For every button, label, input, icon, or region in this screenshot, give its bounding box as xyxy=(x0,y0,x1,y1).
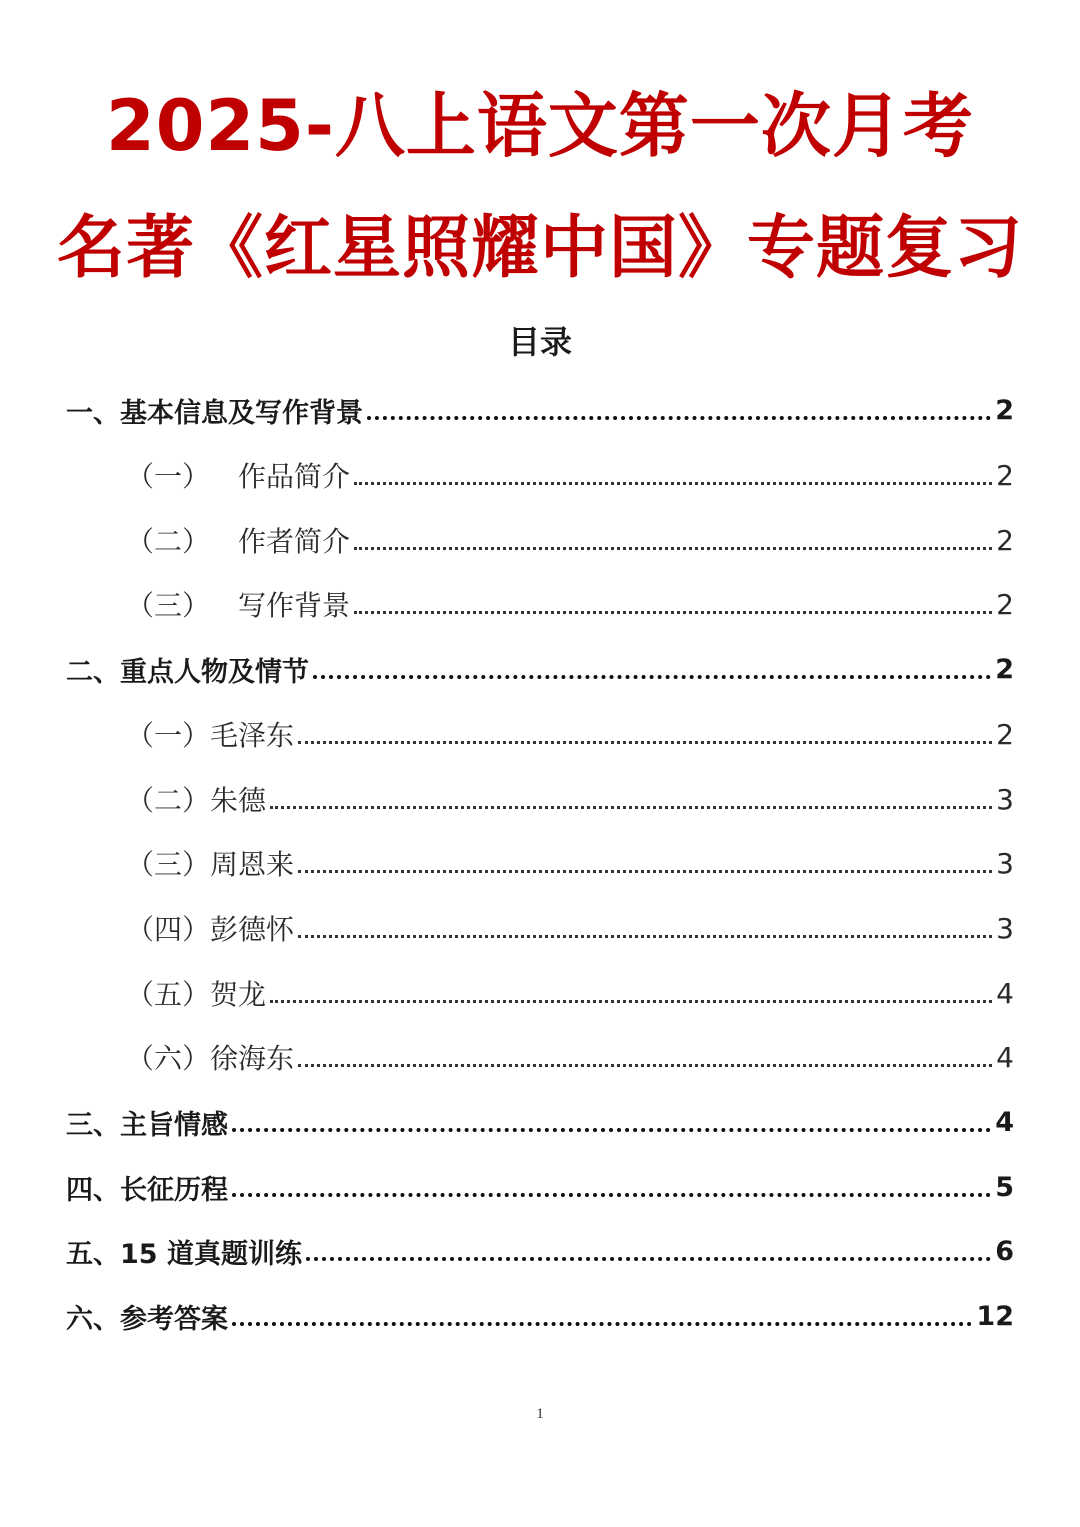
toc-entry-text: 主旨情感 xyxy=(120,1109,228,1141)
toc-entry-text: 长征历程 xyxy=(120,1174,228,1206)
toc-leader-dots xyxy=(354,611,992,614)
toc-leader-dots xyxy=(298,1064,992,1067)
toc-entry-number: 二、 xyxy=(66,656,120,688)
toc-entry[interactable] xyxy=(66,769,1014,829)
toc-leader-dots xyxy=(270,806,992,809)
toc-entry[interactable] xyxy=(66,639,1014,699)
toc-entry[interactable] xyxy=(66,1027,1014,1087)
toc-leader-dots xyxy=(232,1128,991,1132)
toc-entry-page: 2 xyxy=(996,523,1014,557)
toc-entry[interactable] xyxy=(66,1092,1014,1152)
toc-entry-page: 3 xyxy=(996,846,1014,880)
toc-leader-dots xyxy=(367,416,991,420)
toc-entry-number: （三） xyxy=(126,848,211,881)
toc-entry-number: （二） xyxy=(126,784,211,817)
toc-entry-number: （四） xyxy=(126,913,211,946)
document-title-line2: 名著《红星照耀中国》专题复习 xyxy=(56,209,1023,288)
toc-entry-number: （五） xyxy=(126,978,211,1011)
toc-entry-number: 六、 xyxy=(66,1303,120,1335)
toc-entry-number: 三、 xyxy=(66,1109,120,1141)
toc-entry-page: 5 xyxy=(995,1171,1014,1203)
toc-entry-text: 重点人物及情节 xyxy=(120,656,309,688)
toc-leader-dots xyxy=(313,675,991,679)
toc-leader-dots xyxy=(270,1000,992,1003)
toc-entry[interactable] xyxy=(66,1221,1014,1281)
toc-entry[interactable] xyxy=(66,704,1014,764)
toc-entry-page: 6 xyxy=(995,1235,1014,1267)
toc-entry-page: 2 xyxy=(995,394,1014,426)
toc-entry[interactable] xyxy=(66,898,1014,958)
toc-entry-text: 贺龙 xyxy=(210,978,267,1011)
toc-leader-dots xyxy=(298,870,992,873)
toc-entry[interactable] xyxy=(66,445,1014,505)
toc-entry[interactable] xyxy=(66,574,1014,634)
toc-entry-text: 朱德 xyxy=(210,784,267,817)
toc-entry-text: 15 道真题训练 xyxy=(120,1238,302,1270)
toc-entry-text: 彭德怀 xyxy=(210,913,295,946)
toc-leader-dots xyxy=(232,1193,991,1197)
toc-entry-text: 参考答案 xyxy=(120,1303,228,1335)
toc-entry[interactable] xyxy=(66,1286,1014,1346)
toc-entry-page: 3 xyxy=(996,782,1014,816)
toc-entry-text: 徐海东 xyxy=(210,1042,295,1075)
toc-heading: 目录 xyxy=(507,323,572,361)
toc-entry[interactable] xyxy=(66,1157,1014,1217)
toc-leader-dots xyxy=(354,547,992,550)
toc-leader-dots xyxy=(298,741,992,744)
toc-entry-number: （六） xyxy=(126,1042,211,1075)
page-number: 1 xyxy=(536,1406,544,1422)
toc-leader-dots xyxy=(354,482,992,485)
toc-entry-text: 基本信息及写作背景 xyxy=(120,397,363,429)
toc-leader-dots xyxy=(232,1322,972,1326)
toc-entry[interactable] xyxy=(66,963,1014,1023)
toc-entry-page: 2 xyxy=(996,717,1014,751)
toc-entry-text: 毛泽东 xyxy=(210,719,295,752)
toc-entry-number: 四、 xyxy=(66,1174,120,1206)
toc-entry-page: 2 xyxy=(995,653,1014,685)
toc-entry-number: （二） xyxy=(126,525,211,558)
toc-entry[interactable] xyxy=(66,380,1014,440)
toc-entry-number: （三） xyxy=(126,589,211,622)
toc-entry-page: 4 xyxy=(996,1040,1014,1074)
toc-entry-page: 2 xyxy=(996,458,1014,492)
toc-entry-number: （一） xyxy=(126,460,211,493)
toc-entry-page: 12 xyxy=(976,1300,1014,1332)
toc-entry-page: 4 xyxy=(996,976,1014,1010)
toc-entry[interactable] xyxy=(66,833,1014,893)
toc-entry-page: 2 xyxy=(996,587,1014,621)
toc-entry-number: 五、 xyxy=(66,1238,120,1270)
toc-entry-text: 周恩来 xyxy=(210,848,295,881)
toc-entry-number: 一、 xyxy=(66,397,120,429)
toc-entry-number: （一） xyxy=(126,719,211,752)
toc-leader-dots xyxy=(306,1257,991,1261)
toc-entry-text: 作品简介 xyxy=(238,460,351,493)
toc-entry-text: 写作背景 xyxy=(238,589,351,622)
toc-leader-dots xyxy=(298,935,992,938)
toc-entry-page: 3 xyxy=(996,911,1014,945)
toc-entry-page: 4 xyxy=(995,1106,1014,1138)
toc-entry-text: 作者简介 xyxy=(238,525,351,558)
toc-entry[interactable] xyxy=(66,510,1014,570)
document-title-line1: 2025-八上语文第一次月考 xyxy=(106,85,974,167)
